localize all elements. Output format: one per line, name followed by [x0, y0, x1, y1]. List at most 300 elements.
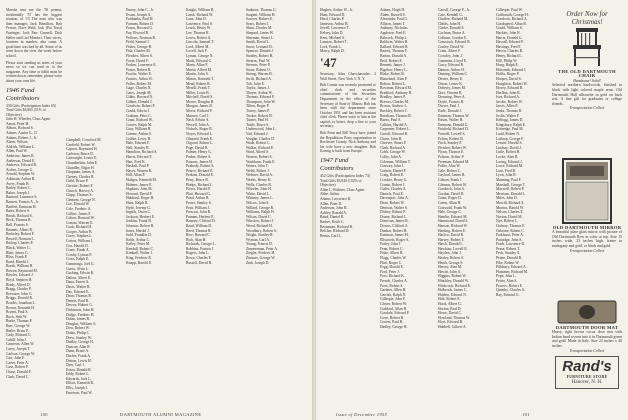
contributor-name: Bowen, Raymond M.	[6, 268, 38, 273]
contributor-name: Hurd, Charles P.	[320, 17, 345, 22]
contributor-name: Norton, David M.	[496, 214, 523, 219]
class-secretary: Secretary, John Chavchavadze, 2 Wall Street, New York 5, N. Y.	[320, 71, 376, 81]
contributor-name: Goodspeed, Allan R.	[496, 21, 527, 26]
right-column-4	[496, 8, 548, 297]
store-logo: Rand's	[562, 358, 612, 376]
contributor-name: Lane, John D.	[186, 17, 207, 22]
contributor-name: Beaumont, Richard R.	[320, 224, 353, 229]
contributor-name: Buck, Seth W.	[6, 314, 28, 319]
contributor-name: Lord, Frank L.	[320, 44, 342, 49]
contributor-name: Stearns, Paul W.	[246, 58, 271, 63]
contributor-name: Lawrence, Paul S.	[186, 21, 213, 26]
contributor-name: Donovan, James R.	[380, 219, 409, 224]
contributor-name: Fairbanks, Paul H.	[126, 17, 154, 22]
contributor-name: Harlow, David R.	[438, 233, 464, 238]
contributor-name: Mann, Allan P.	[186, 63, 208, 68]
fund-meta-3: Allen L. Rickner, Class Agent	[320, 187, 365, 192]
contributor-list	[320, 8, 376, 54]
contributor-name: Miller, Louis B.	[186, 90, 210, 95]
contributor-name: Avery, Frank B.	[6, 181, 30, 186]
contributor-name: Harding, Robert E.	[438, 228, 467, 233]
contributor-name: Haskell, Paul P.	[126, 164, 150, 169]
contributor-name: Mitchell, David S.	[186, 95, 214, 100]
contributor-name: Barker, Keith C.	[320, 219, 345, 224]
contributor-name: Leach, Henry W.	[186, 26, 211, 31]
page-number-right: 101	[522, 412, 530, 417]
ad-product-name: DARTMOUTH DOOR MAT	[555, 324, 619, 330]
contributor-name: Pearce, Richard E.	[186, 168, 214, 173]
contributor-name: Elliott, Kenneth R.	[66, 381, 94, 386]
contributor-name: Kingsbury, Ralph E.	[496, 122, 527, 127]
contributor-name: Deming, William C.	[438, 72, 468, 77]
contributor-name: Downs, Clifford A.	[380, 223, 409, 228]
contributor-name: Grover, Paul H.	[380, 320, 404, 325]
contributor-list	[320, 192, 376, 238]
contributor-name: Hunt, Ralph R.	[126, 200, 149, 205]
contributor-name: Jewell, Lawrence T.	[320, 26, 350, 31]
contributor-name: Dennis, Paul R.	[66, 298, 90, 303]
contributor-name: Spencer, Donald J.	[246, 49, 274, 54]
contributor-name: Cushing, Edwin R.	[66, 271, 95, 276]
contributor-name: Bailey, Robert C.	[6, 186, 32, 191]
contributor-name: Rich, Alan H.	[186, 237, 207, 242]
contributor-name: Vail, Edward J.	[246, 132, 269, 137]
contributor-name: Damon, Arthur H.	[438, 67, 465, 72]
contributor-name: Ordway, Thomas F.	[496, 223, 525, 228]
contributor-name: Webster, David A.	[246, 173, 273, 178]
contributor-name: Bryant, Paul S.	[6, 310, 29, 315]
contributor-name: Comstock, Edward B.	[438, 40, 471, 45]
contributor-name: Belcher, Richard D.	[320, 229, 350, 234]
contributor-name: Chamberlain, John E.	[66, 160, 98, 165]
contributor-name: Perry, Bruce R.	[186, 177, 209, 182]
contributor-name: Merrill, Frank T.	[186, 86, 211, 91]
contributor-name: Higgins, Robert W.	[438, 274, 467, 279]
contributor-name: Chaffee, Richard M.	[438, 17, 469, 22]
contributor-name: Perkins, Donald E.	[186, 173, 214, 178]
contributor-name: Warren, Robert S.	[246, 155, 273, 159]
contributor-name: Zimmerman, Peter A.	[246, 246, 278, 251]
contributor-name: Chase, Donald F.	[6, 369, 32, 374]
contributor-name: Colton, Bernard W.	[66, 216, 95, 221]
contributor-name: Merriam, Donald L.	[496, 191, 526, 196]
contributor-name: Mead, Robert R.	[186, 81, 211, 86]
contributor-name: Alexander, Paul G.	[380, 17, 409, 22]
contributor-name: Gage, Charles N.	[126, 86, 152, 91]
contributor-name: Dickey, Robert P.	[380, 210, 406, 215]
contributor-name: Anderson, John R.	[320, 206, 348, 211]
contributor-name: Brooks, Jonathan L.	[6, 301, 36, 306]
contributor-name: Duncan, Alan R.	[66, 344, 91, 349]
contributor-name: White, David L.	[246, 191, 270, 196]
contributor-name: Holcomb, Edward J.	[496, 67, 527, 72]
contributor-name: Cummins, Lloyd E.	[438, 58, 468, 63]
contributor-name: Forbes, Lawrence E.	[126, 63, 157, 68]
contributor-name: Hayes, Warren R.	[126, 168, 153, 173]
contributor-name: Grant, Roger D.	[438, 196, 462, 201]
contributor-name: Underwood, John L.	[246, 127, 277, 132]
contributor-name: Hubbell, Gilbert A.	[438, 324, 467, 329]
contributor-name: Little, Robert H.	[496, 150, 521, 155]
contributor-name: Doyle, Francis B.	[438, 99, 465, 104]
contributor-name: Edson, Walter H.	[438, 118, 464, 123]
contributor-name: Hovey, Edward R.	[496, 86, 524, 91]
contributor-name: Morton, Harold W.	[496, 205, 525, 210]
contributor-name: Brewster, John G.	[6, 291, 33, 296]
contributor-name: Dodge, Frederic H.	[66, 312, 95, 317]
contributor-name: Rand, William D.	[186, 223, 213, 228]
contributor-name: Nichols, Roger B.	[186, 127, 213, 132]
contributor-name: Hayden, John J.	[438, 251, 462, 256]
contributor-name: Strong, Warren B.	[246, 72, 273, 77]
contributor-name: Hart, Fred K.	[126, 159, 146, 164]
contributor-name: Hood, Albert G.	[438, 302, 462, 306]
contributor-name: Pope, John L.	[496, 274, 517, 279]
contributor-name: Nye, Robert L.	[496, 219, 519, 224]
contributor-name: Bates, Robert S.	[6, 209, 30, 214]
contributor-name: Brewer, Charles M.	[380, 99, 409, 104]
fund-meta-3: John H. Wheeler, Class Agent	[6, 117, 51, 122]
contributor-name: Burnham, Thomas B.	[380, 113, 412, 118]
contributor-name: Aaron, Peter H.	[6, 121, 30, 126]
contributor-name: Potter, Alan S.	[496, 279, 518, 284]
contributor-name: Burns, Paul S.	[380, 118, 402, 123]
contributor-name: Dolan, James R.	[66, 317, 91, 322]
contributor-name: Patch, Lawrence D.	[496, 242, 526, 247]
chair-ad	[552, 10, 622, 111]
contributor-name: Fisk, Charles M.	[126, 49, 151, 54]
contributor-name: Durfee, Frank A.	[66, 353, 91, 358]
contributor-name: Dow, Robert W.	[66, 326, 90, 331]
contributor-name: Quimby, Charles A.	[496, 288, 526, 293]
contributor-name: Farrar, Howard G.	[126, 26, 154, 31]
contributor-name: Williams, Ralph H.	[246, 210, 275, 215]
contributor-name: Douglas, William A.	[66, 321, 97, 326]
contributor-name: Kelsey, John D.	[320, 30, 344, 35]
contributor-name: Tucker, Robert H.	[246, 113, 273, 118]
contributor-name: Rogers, John L.	[186, 251, 210, 256]
contributor-name: Gardner, Allen H.	[380, 288, 407, 293]
contributor-name: Mason, Kenneth T.	[186, 76, 215, 81]
contributor-name: Lee, Thomas R.	[186, 30, 210, 35]
contributor-name: Cummings, Joel G.	[66, 262, 95, 267]
contributor-name: Washburn, Frank E.	[246, 159, 276, 164]
contributor-name: Hubbard, Roger H.	[126, 196, 155, 201]
contributor-name: Shaw, Charles M.	[246, 26, 273, 31]
contributor-name: Peabody, Robert S.	[186, 164, 215, 169]
contributor-name: Crowley, John J.	[438, 53, 463, 58]
contributor-name: Wood, Richard H.	[246, 223, 273, 228]
contributor-name: Chase, John H.	[380, 136, 403, 141]
contributor-name: Willard, George R.	[246, 205, 275, 210]
contributor-name: Blair, James G.	[6, 250, 29, 255]
contributor-name: Bigelow, Henry L.	[380, 67, 408, 72]
contributor-name: Chandler, Edgar H.	[66, 165, 95, 170]
contributor-name: Hamilton, Richard S.	[126, 150, 158, 155]
contributor-name: Ziegler, Frederic H.	[246, 251, 276, 256]
contributor-name: Nash, Edwin A.	[186, 118, 210, 123]
contributor-name: Kendall, Robert C.	[126, 246, 154, 251]
contributor-name: Hitchcock, Richard E.	[438, 283, 471, 288]
contributor-name: Lunt, Fred B.	[496, 168, 516, 173]
contributor-name: Dutton, Lewis H.	[66, 358, 92, 363]
contributor-name: Farnum, Robert D.	[126, 21, 154, 26]
contributor-name: Johnson, Robert B.	[126, 223, 155, 228]
contributor-name: Dunn, Bruce A.	[66, 349, 90, 354]
contributor-name: Adams, Lawrence R.	[320, 197, 352, 201]
contributor-name: Jenks, Thomas R.	[496, 109, 523, 114]
contributor-name: Plummer, Richard M.	[496, 269, 529, 274]
contributor-name: Pike, Robert W.	[496, 260, 520, 265]
contributor-name: Taft, John E.	[246, 81, 265, 86]
contributor-name: Rice, Howard C.	[186, 233, 211, 238]
contributor-name: Bishop, Charles P.	[6, 241, 34, 246]
contributor-name: Young, Francis D.	[246, 242, 273, 247]
contributor-name: Pease, Robert T.	[496, 246, 521, 251]
contributor-name: Dalton, Albert E.	[66, 275, 92, 280]
contributor-name: Moore, Douglas R.	[186, 99, 215, 104]
contributor-name: Lamb, Richard W.	[186, 12, 214, 17]
contributor-name: Green, Allan H.	[438, 200, 462, 205]
contributor-name: Chapman, James A.	[66, 170, 96, 175]
contributor-name: Gillespie, John F.	[380, 297, 406, 302]
left-column-2	[66, 138, 122, 395]
contributor-name: Downing, Peter A.	[438, 95, 466, 100]
contributor-name: Colburn, Gordon E.	[438, 35, 468, 40]
contributor-name: Glover, Robert W.	[380, 302, 407, 306]
contributor-name: Knapp, Harold E.	[126, 260, 153, 265]
contributor-name: Canfield, Robert W.	[66, 142, 96, 147]
left-page	[0, 0, 312, 420]
contributor-name: Dean, Thomas B.	[66, 294, 92, 299]
contributor-name: Mack, Edward G.	[186, 58, 213, 63]
contributor-name: Snow, Leonard D.	[246, 44, 273, 49]
contributor-name: Lindsay, David J.	[496, 145, 522, 150]
contributor-name: Goddard, Allan R.	[380, 306, 408, 311]
contributor-name: Anthony, Nicholas	[380, 26, 408, 31]
contributor-name: Holden, Edward N.	[438, 292, 467, 297]
contributor-name: Farley, John J.	[380, 242, 402, 247]
contributor-name: Holmes, James E.	[126, 182, 153, 187]
contributor-name: Campbell, Crawford M.	[66, 138, 102, 142]
contributor-name: Foote, David F.	[126, 58, 149, 63]
contributor-name: Church, Harvey A.	[66, 188, 94, 193]
contributor-name: Wade, Robert C.	[246, 141, 271, 146]
contributor-name: Colby, John A.	[380, 155, 402, 159]
contributor-name: Cooper, Arthur B.	[66, 229, 93, 234]
contributor-name: Hersey, Alan M.	[438, 265, 463, 270]
contributor-name: Evans, Joseph A.	[126, 12, 152, 17]
ad-product-name: THE OLD DARTMOUTH CHAIR	[558, 68, 616, 79]
contributor-name: Nelson, Charles E.	[496, 210, 524, 215]
contributor-name: Parkhurst, Peter A.	[496, 233, 524, 238]
contributor-name: Harris, Edward F.	[126, 155, 153, 159]
contributor-name: Cotton, William J.	[66, 239, 94, 244]
contributor-name: Fuller, Robert M.	[126, 81, 152, 86]
contributor-name: Childs, John H.	[438, 21, 461, 26]
ad-shipping: Transportation Collect	[569, 348, 605, 353]
contributor-name: Emerson, Paul W.	[66, 390, 93, 395]
contributor-name: King, Frederic R.	[126, 256, 152, 261]
contributor-name: Miles, John D.	[496, 196, 518, 201]
contributor-name: Day, Edward E.	[66, 289, 90, 294]
right-page	[316, 0, 628, 420]
contributor-name: Coe, Donald W.	[66, 202, 90, 207]
ad-shipping: Transportation Collect	[569, 106, 605, 111]
contributor-name: Beck, Thomas R.	[6, 218, 32, 223]
contributor-name: Gray, William H.	[126, 127, 152, 132]
contributor-name: Bradford, Anthony B.	[380, 90, 413, 95]
contributor-name: Bessell, Norman L.	[6, 236, 35, 241]
contributor-name: Cochran, Bruce A.	[438, 30, 466, 35]
contributor-name: Leavitt, Harold S.	[496, 141, 523, 146]
contributor-name: Morse, Richard F.	[186, 109, 213, 114]
ad-shipping: Transportation Collect	[569, 248, 605, 253]
contributor-name: Coleman, William T.	[380, 159, 411, 164]
contributor-name: Gould, Edwin J.	[126, 109, 150, 114]
contributor-name: Ladd, Robert N.	[496, 132, 520, 137]
contributor-name: Ingalls, Owen C.	[126, 210, 151, 215]
contributor-name: Lyon, John R.	[496, 173, 517, 178]
contributor-name: Cobb, George W.	[380, 150, 406, 155]
contributor-name: Dyer, Carl J.	[66, 363, 85, 368]
contributor-name: Fuller, Alan W.	[438, 164, 461, 169]
contributor-name: Foster, Robert R.	[126, 67, 152, 72]
contributor-name: Hadley, George R.	[380, 324, 408, 329]
contributor-name: Thayer, Arthur W.	[246, 90, 273, 95]
magazine-title: DARTMOUTH ALUMNI MAGAZINE	[120, 412, 202, 417]
contributor-name: Hill, Philip W.	[496, 58, 518, 63]
contributor-name: Capron, Raymond H.	[66, 147, 98, 152]
contributor-name: Turner, Paul H.	[246, 118, 269, 123]
contributor-name: Clarke, Donald S.	[438, 26, 465, 31]
contributor-name: Hale, Edward F.	[126, 141, 150, 146]
left-column-5	[246, 8, 306, 265]
contributor-name: Carter, Peter A.	[6, 360, 29, 365]
fund-meta-2: Total Gifts $4,865 (51% of Objective)	[6, 108, 46, 117]
contributor-name: Joslin, Walter F.	[496, 113, 520, 118]
contributor-name: Ives, Richard A.	[496, 95, 520, 100]
contributor-name: Gleason, Robert W.	[438, 182, 467, 187]
contributor-name: Gillespie, Paul W.	[496, 8, 523, 12]
contributor-name: Dunbar, Robert H.	[380, 228, 408, 233]
contributor-name: Frost, Robert S.	[380, 283, 404, 288]
contributor-name: Tuttle, Bruce S.	[246, 122, 270, 127]
contributor-name: Weeks, Henry K.	[246, 177, 272, 182]
contributor-name: Adams, Hugh H.	[380, 8, 405, 12]
contributor-name: Allison, James T.	[380, 21, 406, 26]
contributor-name: Taylor, James J.	[246, 86, 270, 91]
contributor-name: Kimball, Walter J.	[126, 251, 153, 256]
contributor-name: Holt, Robert E.	[438, 297, 461, 302]
contributor-name: Prescott, John R.	[186, 210, 211, 215]
contributor-name: Munroe, Carl J.	[186, 113, 210, 118]
store-city: Hanover, N. H.	[571, 379, 603, 385]
contributor-name: Griffin, Leroy B.	[126, 136, 152, 141]
mirror-illustration	[562, 158, 612, 224]
contributor-name: Appleton, Fred E.	[380, 30, 407, 35]
contributor-name: Doherty, James M.	[438, 86, 466, 91]
contributor-name: Lincoln, Samuel T.	[186, 40, 215, 45]
contributor-name: Flynn, Thomas E.	[438, 150, 465, 155]
contributor-name: Wyman, Carl A.	[246, 237, 270, 242]
contributor-name: Ford, Peter J.	[380, 269, 400, 274]
contributor-name: Abbe, Arthur	[320, 192, 340, 197]
contributor-name: Whitney, James L.	[246, 196, 274, 201]
contributor-name: Hollis, Roger P.	[496, 72, 520, 77]
contributor-name: Ellsworth, Roger S.	[380, 237, 410, 242]
contributor-name: Hooper, David S.	[496, 76, 522, 81]
class-notes-note: Please start sending us notes of your news so we can send in to the magazine. Any time or tidbit must be written down, remember, please write about your own life.	[6, 60, 62, 83]
contributor-name: Baldwin, Walter B.	[380, 40, 409, 45]
contributor-name: Gates, Joseph M.	[126, 90, 152, 95]
contributor-name: Hascall, Edward P.	[496, 40, 524, 45]
contributor-name: Butler, Brian F.	[6, 328, 29, 333]
contributor-name: Houghton, Robert W.	[496, 81, 528, 86]
contributor-name: Bennett, James J.	[380, 63, 406, 68]
contributor-name: Boyd, Stephen H.	[6, 278, 33, 283]
contributor-name: Cheever, Stuart P.	[380, 141, 407, 146]
contributor-name: Gordon, David B.	[438, 191, 465, 196]
contributor-name: Thompson, John W.	[246, 99, 276, 104]
contributor-name: Goodrich, John A.	[438, 187, 466, 192]
contributor-name: French, Charles A.	[380, 279, 408, 284]
contributor-name: Wells, Charles B.	[246, 182, 272, 187]
ad-body: Heavy, tight brown cocoa door mat with Indian head woven into it in Dartmouth green and gold. Made in Italy. Size 24 inches x 40 inches.	[552, 330, 622, 348]
contributor-name: Maxwell, Robert P.	[496, 187, 525, 192]
contributor-name: Case, Robert P.	[6, 365, 29, 370]
contributor-name: Sherman, Stuart L.	[246, 35, 274, 40]
contributor-name: Graham, Peter C.	[126, 113, 152, 118]
contributor-name: Davenport, John A.	[380, 196, 409, 201]
contributor-name: Ramsey, Clifford D.	[186, 219, 216, 224]
contributor-name: Thomas, Edward F.	[246, 95, 275, 100]
store-subtitle: FURNITURE STORE	[566, 375, 608, 380]
contributor-name: Corey, Stephen L.	[66, 234, 93, 239]
contributor-name: Briggs, Donald R.	[6, 296, 33, 301]
contributor-name: Cook, Richard H.	[66, 225, 93, 230]
contributor-name: Flagg, Charles W.	[380, 256, 407, 261]
contributor-name: Farwell, Lowell S.	[438, 132, 466, 137]
contributor-name: Hoag, Ralph E.	[496, 63, 519, 68]
contributor-name: Carey, Joseph T.	[6, 346, 31, 351]
contributor-name: Hill, Allan P.	[126, 173, 146, 178]
contributor-name: Fisher, George B.	[126, 44, 153, 49]
contributor-name: Holbrook, James C.	[438, 288, 468, 293]
contributor-name: Peck, Stanley A.	[496, 251, 521, 256]
contributor-name: Cady, Richard C.	[6, 333, 32, 338]
contributor-list	[6, 122, 62, 379]
contributor-name: Gaylord, James R.	[438, 173, 466, 178]
contributor-name: Beach, Richard S.	[6, 213, 33, 218]
contributor-name: Greene, Arthur S.	[126, 132, 153, 137]
contributor-name: Lyman, George N.	[186, 53, 214, 58]
contributor-name: Edwards, Jack L.	[66, 376, 92, 381]
mirror-ad	[552, 158, 622, 253]
contributor-name: Wilson, David C.	[246, 214, 272, 219]
contributor-name: Hatch, Donald L.	[438, 242, 464, 247]
contributor-name: Christie, Robert F.	[66, 183, 94, 188]
contributor-name: Aldrich, William L.	[6, 144, 36, 149]
contributor-name: Dickinson, John H.	[66, 307, 95, 312]
contributor-name: Abbott, Richard S.	[6, 126, 34, 131]
contributor-name: Graves, Ralph M.	[126, 122, 153, 127]
contributor-name: Eastman, James M.	[380, 233, 409, 238]
contributor-name: Bliss, Frank P.	[6, 255, 28, 260]
contributor-name: Hanson, Richard W.	[438, 223, 468, 228]
contributor-name: Fletcher, Robert W.	[438, 145, 467, 150]
page-number-left: 100	[40, 412, 48, 417]
